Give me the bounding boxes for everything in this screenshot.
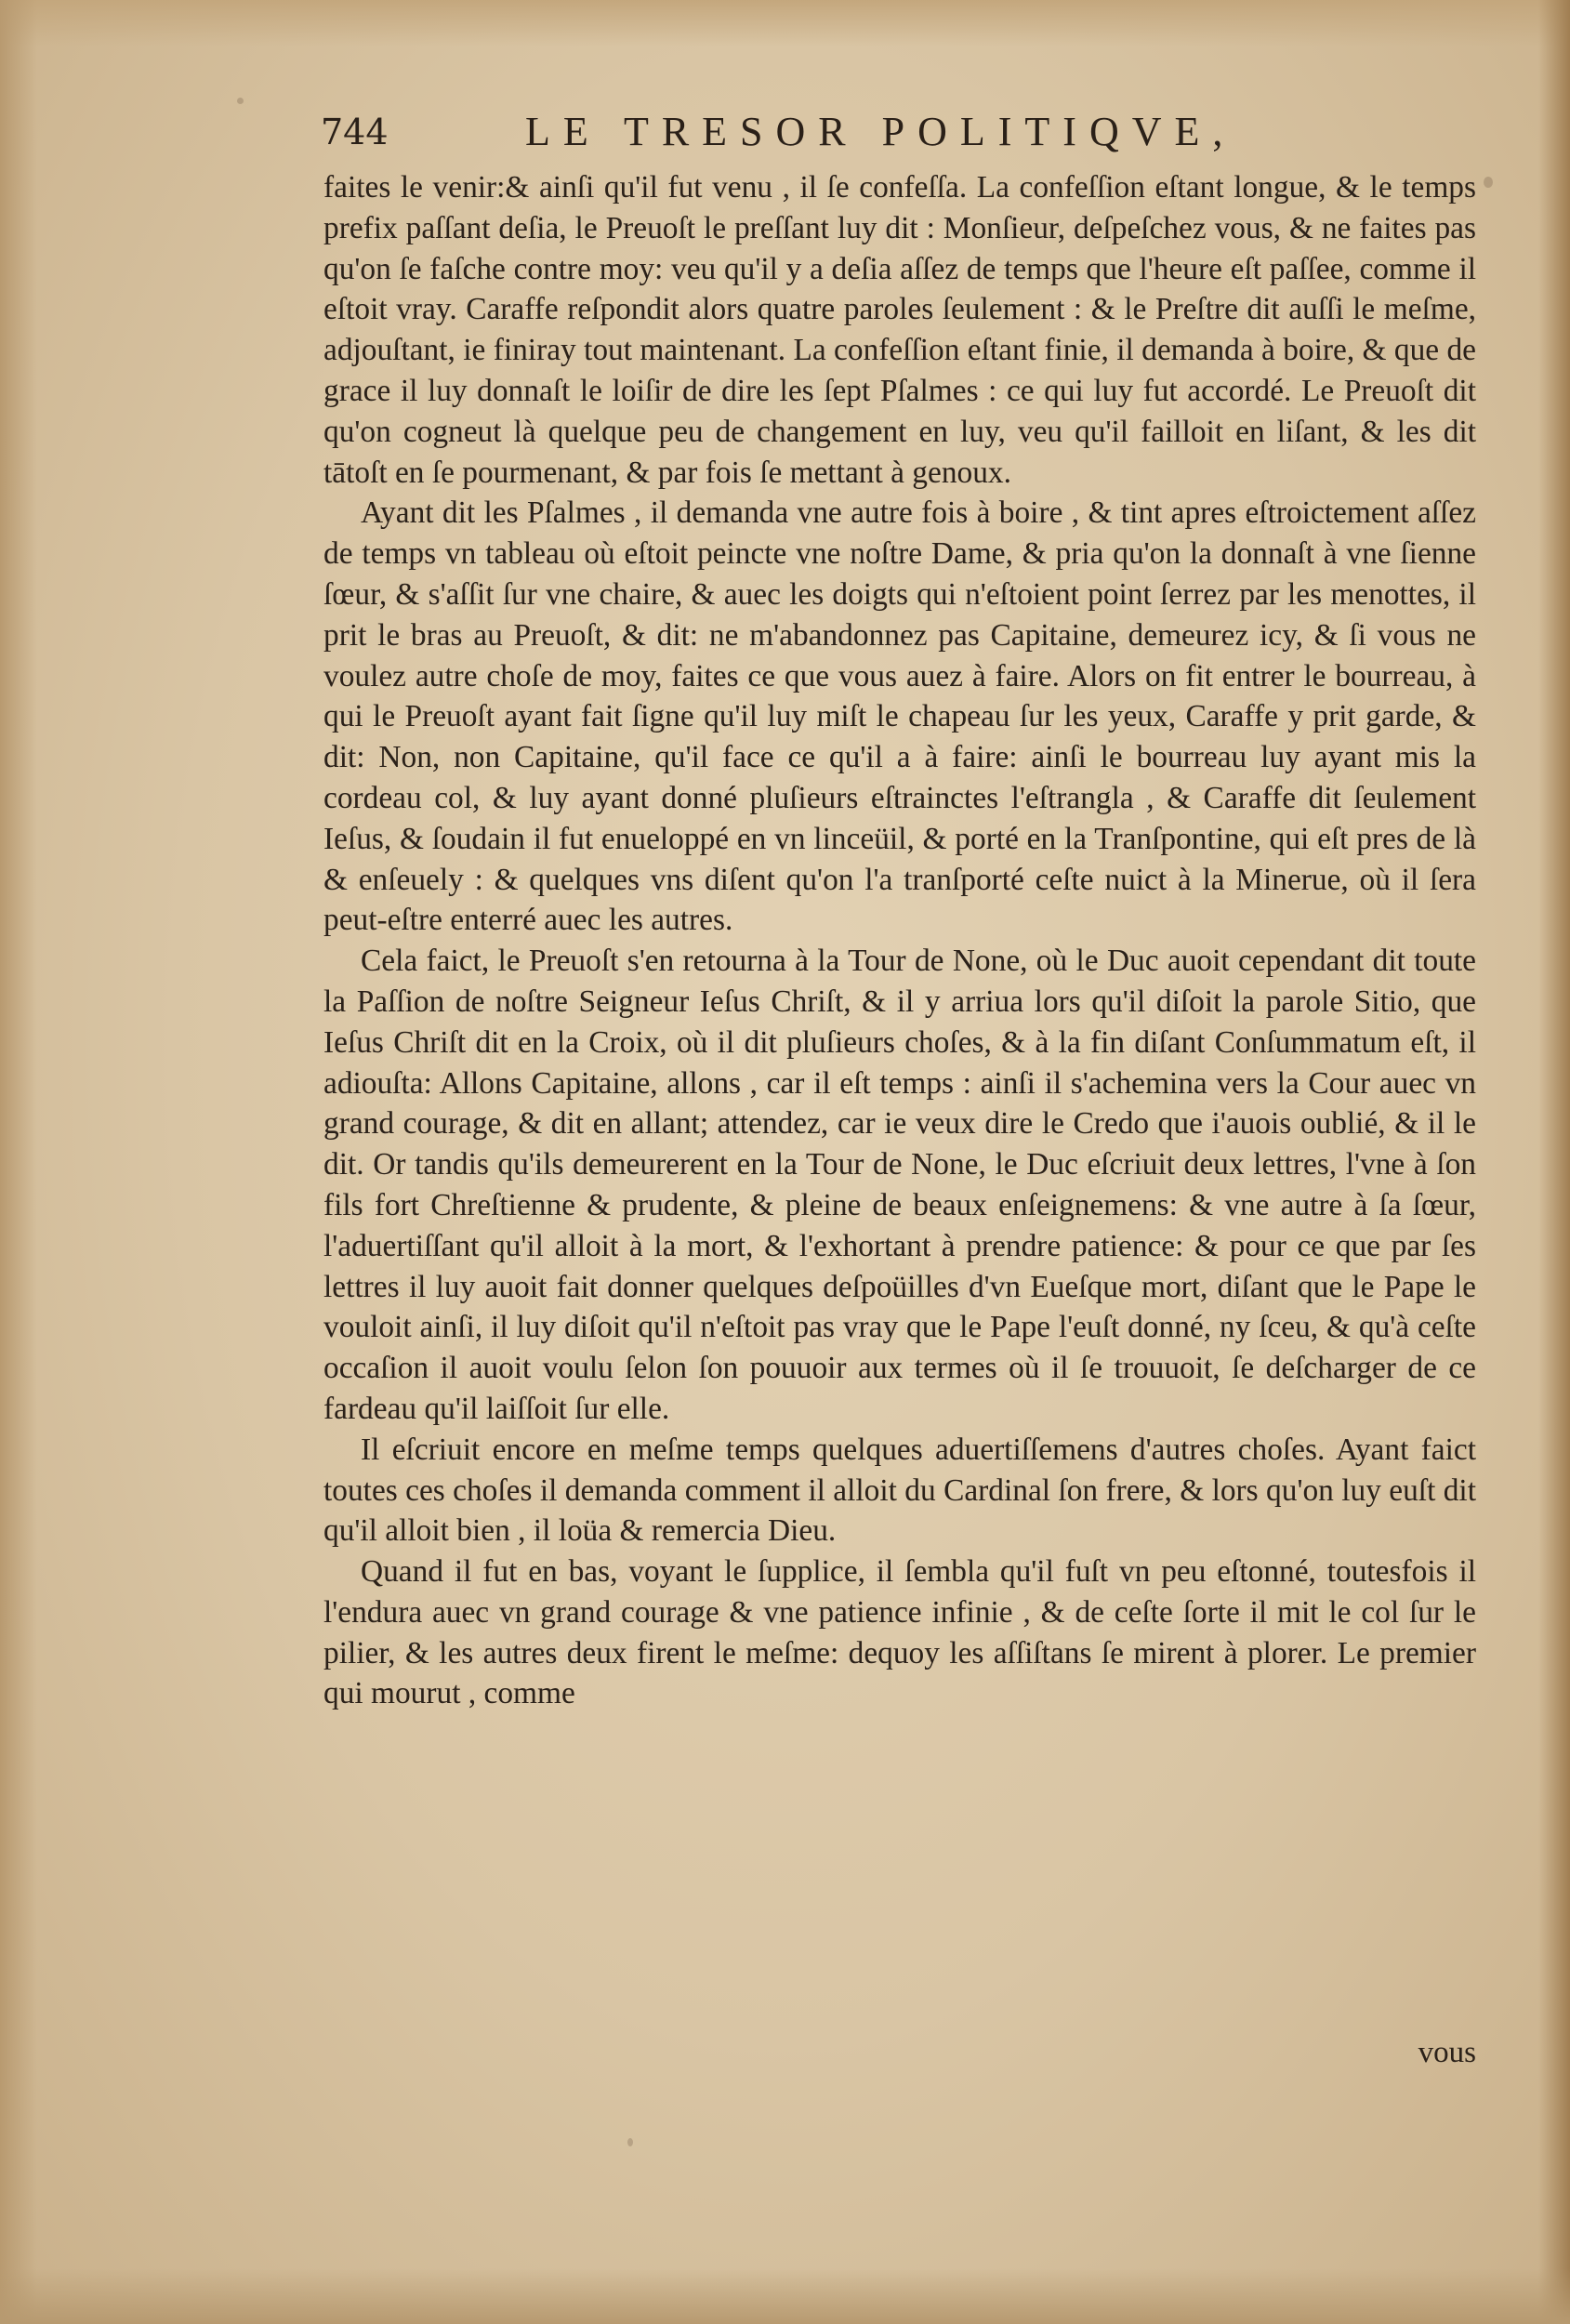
page-edge-shadow-bottom [0,2268,1570,2324]
page-edge-shadow-right [1538,0,1570,2324]
paragraph: Il eſcriuit encore en meſme temps quelques aduertiſſemens d'autres choſes. Ayant faict toutes ces choſes il demanda comment il alloit du Cardinal ſon frere, & lors qu'on luy euſt dit qu'il alloit bien , il loüa & remercia Dieu. [323,1432,1476,1549]
ink-spot [1484,177,1493,188]
catchword: vous [1418,2036,1476,2069]
ink-spot [627,2138,633,2146]
paragraph: Cela faict, le Preuoſt s'en retourna à la Tour de None, où le Duc auoit cependant dit toute la Paſſion de noſtre Seigneur Ieſus Chriſt, & il y arriua lors qu'il diſoit la parole Sitio, que Ieſus Chriſt dit en la Croix, où il dit pluſieurs choſes, & à la fin diſant Conſummatum eſt, il adiouſta: Allons Capitaine, allons , car il eſt temps : ainſi il s'achemina vers la Cour auec vn grand courage, & dit en allant; attendez, car ie veux dire le Credo que i'auois oublié, & il le dit. Or tandis qu'ils demeurerent en la Tour de None, le Duc eſcriuit deux lettres, l'vne à ſon fils fort Chreſtienne & prudente, & pleine de beaux enſeignemens: & vne autre à ſa ſœur, l'aduertiſſant qu'il alloit à la mort, & l'exhortant à prendre patience: & pour ce que par ſes lettres il luy auoit fait donner quelques deſpoüilles d'vn Eueſque mort, diſant que le Pape le vouloit ainſi, il luy diſoit qu'il n'eſtoit pas vray que le Pape l'euſt donné, ny ſceu, & qu'à ceſte occaſion il auoit voulu ſelon ſon pouuoir aux termes où il ſe trouuoit, ſe deſcharger de ce fardeau qu'il laiſſoit ſur elle. [323,944,1476,1426]
page-number: 744 [321,112,389,152]
ink-spot [237,98,244,104]
page-edge-shadow-top [0,0,1570,46]
page-edge-shadow-left [0,0,37,2324]
running-title: LE TRESOR POLITIQVE, [525,109,1236,154]
page-header [321,104,1287,156]
body-text [323,167,1476,1714]
paragraph: Ayant dit les Pſalmes , il demanda vne autre fois à boire , & tint apres eſtroictement aſſez de temps vn tableau où eſtoit peincte vne noſtre Dame, & pria qu'on la donnaſt à vne ſienne ſœur, & s'aſſit ſur vne chaire, & auec les doigts qui n'eſtoient point ſerrez par les menottes, il prit le bras au Preuoſt, & dit: ne m'abandonnez pas Capitaine, demeurez icy, & ſi vous ne voulez autre choſe de moy, faites ce que vous auez à faire. Alors on fit entrer le bourreau, à qui le Preuoſt ayant fait ſigne qu'il luy miſt le chapeau ſur les yeux, Caraffe y prit garde, & dit: Non, non Capitaine, qu'il face ce qu'il a à faire: ainſi le bourreau luy ayant mis la cordeau col, & luy ayant donné pluſieurs eſtrainctes l'eſtrangla , & Caraffe dit ſeulement Ieſus, & ſoudain il fut enueloppé en vn linceüil, & porté en la Tranſpontine, qui eſt pres de là & enſeuely : & quelques vns diſent qu'on l'a tranſporté ceſte nuict à la Mineruе, où il ſera peut-eſtre enterré auec les autres. [323,495,1476,938]
paragraph: Quand il fut en bas, voyant le ſupplice, il ſembla qu'il fuſt vn peu eſtonné, toutesfois il l'endura auec vn grand courage & vne patience infinie , & de ceſte ſorte il mit le col ſur le pilier, & les autres deux firent le meſme: dequoy les aſſiſtans ſe mirent à plorer. Le premier qui mourut , comme [323,1554,1476,1711]
paragraph: faites le venir:& ainſi qu'il fut venu , il ſe confeſſa. La confeſſion eſtant longue, & le temps prefix paſſant deſia, le Preuoſt le preſſant luy dit : Monſieur, deſpeſchez vous, & ne faites pas qu'on ſe faſche contre moy: veu qu'il y a deſia aſſez de temps que l'heure eſt paſſee, comme il eſtoit vray. Caraffe reſpondit alors quatre paroles ſeulement : & le Preſtre dit auſſi le meſme, adjouſtant, ie finiray tout maintenant. La confeſſion eſtant finie, il demanda à boire, & que de grace il luy donnaſt le loiſir de dire les ſept Pſalmes : ce qui luy fut accordé. Le Preuoſt dit qu'on cogneut là quelque peu de changement en luy, veu qu'il failloit en liſant, & les dit tātoſt en ſe pourmenant, & par fois ſe mettant à genoux. [323,170,1476,490]
